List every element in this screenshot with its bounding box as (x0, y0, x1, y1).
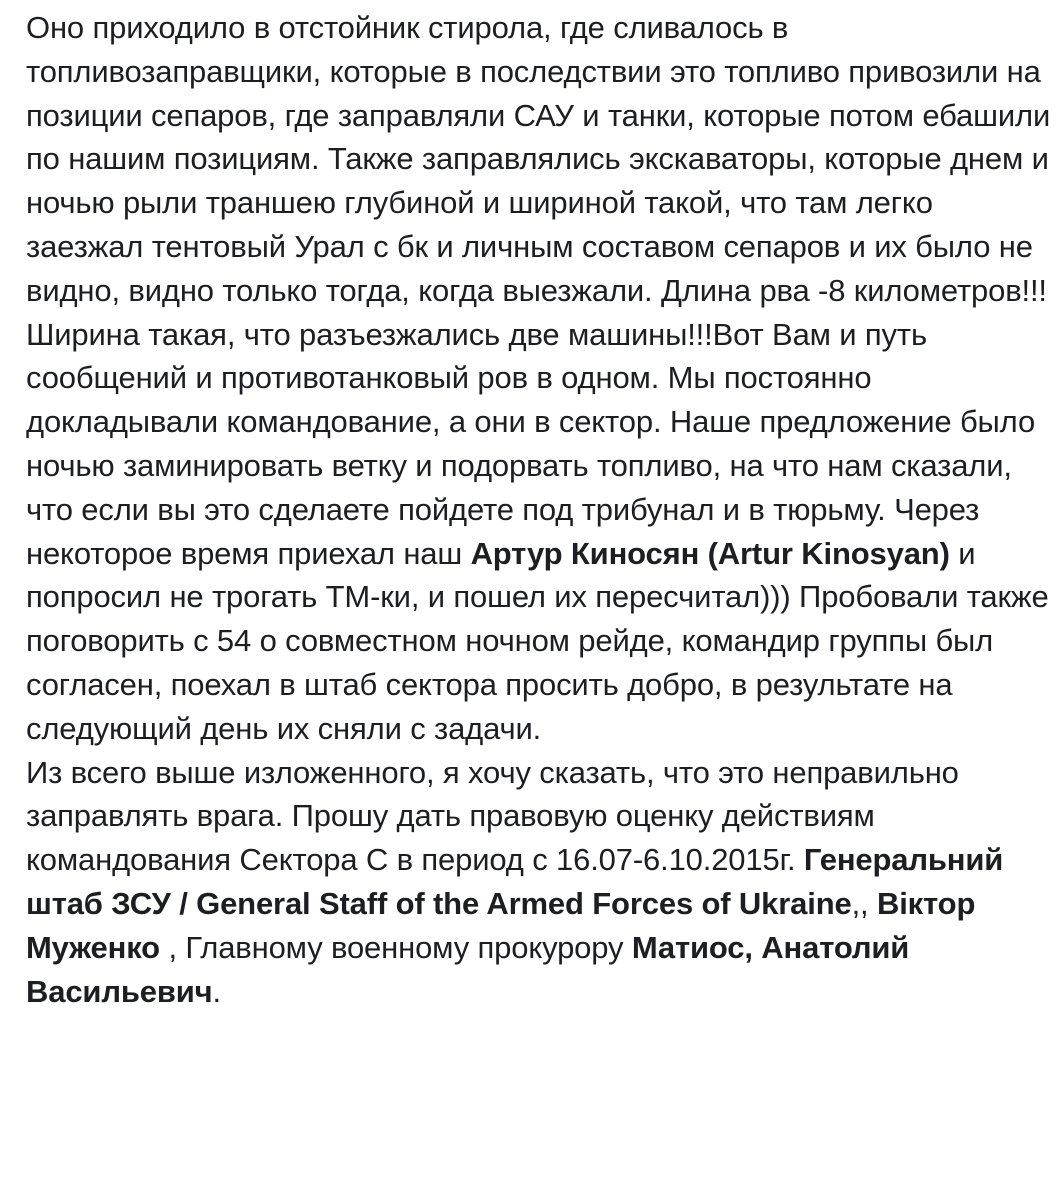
post-paragraph-1 (26, 6, 1054, 751)
mention-link-general-staff[interactable]: Генеральний штаб ЗСУ / General Staff of the Armed Forces of Ukraine (26, 842, 1004, 921)
mention-link-artur-kinosyan[interactable]: Артур Киносян (Artur Kinosyan) (470, 535, 950, 571)
mention-link-matios[interactable]: Матиос, Анатолий Васильевич (26, 929, 910, 1009)
post-text-segment: и попросил не трогать ТМ-ки, и пошел их пересчитал))) Пробовали также поговорить с 54 о совместном ночном рейде, командир группы был согласен, поехал в штаб сектора просить добро, в результате на следующий день их сняли с задачи. (26, 535, 1049, 746)
post-text-segment: ,, (851, 885, 877, 921)
post-text-segment: , Главному военному прокурору (159, 929, 632, 965)
post-paragraph-2 (26, 751, 1054, 1014)
mention-link-viktor-muzhenko[interactable]: Віктор Муженко (26, 885, 976, 965)
post-text-segment: . (212, 973, 221, 1009)
post-text-segment: Оно приходило в отстойник стирола, где сливалось в топливозаправщики, которые в последствии это топливо привозили на позиции сепаров, где заправляли САУ и танки, которые потом ебашили по нашим позициям. Также заправлялись экскаваторы, которые днем и ночью рыли траншею глубиной и шириной такой, что там легко заезжал тентовый Урал с бк и личным составом сепаров и их было не видно, видно только тогда, когда выезжали. Длина рва -8 километров!!!Ширина такая, что разъезжались две машины!!!Вот Вам и путь сообщений и противотанковый ров в одном. Мы постоянно докладывали командование, а они в сектор. Наше предложение было ночью заминировать ветку и подорвать топливо, на что нам сказали, что если вы это сделаете пойдете под трибунал и в тюрьму. Через некоторое время приехал наш (26, 10, 1051, 571)
post-text-segment: Из всего выше изложенного, я хочу сказать, что это неправильно заправлять врага. Прошу дать правовую оценку действиям командования Сектора С в период с 16.07-6.10.2015г. (26, 754, 959, 878)
